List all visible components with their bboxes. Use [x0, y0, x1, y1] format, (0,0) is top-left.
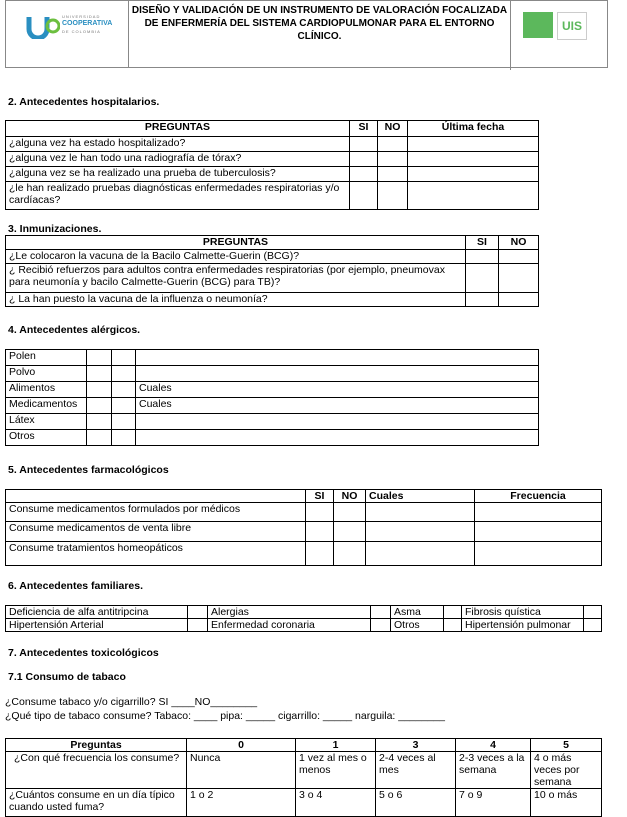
- allergy-table: [5, 349, 539, 446]
- hospital-history-table: PREGUNTAS SI NO Última fecha ¿alguna vez ha estado hospitalizado? ¿alguna vez le han todo una radiografía de tórax? ¿alguna vez se ha realizado una prueba de tuberculosis? ¿le han realizado pruebas diagnósticas enfermedades respiratorias y/o cardíacas?: [5, 120, 539, 210]
- date-cell[interactable]: [408, 152, 539, 167]
- tobacco-question[interactable]: ¿Consume tabaco y/o cigarrillo? SI ____NO________: [5, 696, 258, 708]
- si-cell[interactable]: [466, 250, 499, 264]
- si-cell[interactable]: [350, 152, 378, 167]
- table-row: Consume medicamentos de venta libre: [6, 522, 602, 542]
- table-row: ¿alguna vez se ha realizado una prueba de tuberculosis?: [6, 167, 539, 182]
- document-title: DISEÑO Y VALIDACIÓN DE UN INSTRUMENTO DE VALORACIÓN FOCALIZADA DE ENFERMERÍA DEL SISTEMA CARDIOPULMONAR PARA EL ENTORNO CLÍNICO.: [129, 1, 511, 70]
- si-cell[interactable]: [350, 182, 378, 210]
- section-title: 7. Antecedentes toxicológicos: [8, 647, 159, 659]
- subsection-title: 7.1 Consumo de tabaco: [8, 671, 126, 683]
- table-row: Consume tratamientos homeopáticos: [6, 542, 602, 566]
- table-row: Hipertensión Arterial Enfermedad coronaria Otros Hipertensión pulmonar: [6, 619, 602, 632]
- no-cell[interactable]: [378, 152, 408, 167]
- si-cell[interactable]: [350, 137, 378, 152]
- tobacco-type-question[interactable]: ¿Qué tipo de tabaco consume? Tabaco: ____ pipa: _____ cigarrillo: _____ narguila: ________: [5, 710, 445, 722]
- section-title: 4. Antecedentes alérgicos.: [8, 324, 141, 336]
- table-row: ¿ La han puesto la vacuna de la influenza o neumonía?: [6, 293, 539, 307]
- immunization-table: PREGUNTAS SI NO ¿Le colocaron la vacuna de la Bacilo Calmette-Guerin (BCG)? ¿ Recibió refuerzos para adultos contra enfermedades respiratorias (por ejemplo, pneumovax para neumonía y bacilo Calmette-Guerin (BCG) para TB)? ¿ La han puesto la vacuna de la influenza o neumonía?: [5, 235, 539, 307]
- table-row: Polen: [6, 350, 539, 366]
- no-cell[interactable]: [499, 250, 539, 264]
- table-row: ¿Cuántos consume en un día típico cuando usted fuma? 1 o 2 3 o 4 5 o 6 7 o 9 10 o más: [6, 789, 602, 817]
- no-cell[interactable]: [499, 293, 539, 307]
- pharmacological-table: SI NO Cuales Frecuencia Consume medicamentos formulados por médicos Consume medicamentos de venta libre Consume tratamientos homeopáticos: [5, 489, 602, 566]
- document-header: [5, 0, 608, 68]
- table-row: Alimentos Cuales: [6, 382, 539, 398]
- section-title: 2. Antecedentes hospitalarios.: [8, 96, 160, 108]
- date-cell[interactable]: [408, 182, 539, 210]
- table-row: ¿alguna vez le han todo una radiografía de tórax?: [6, 152, 539, 167]
- si-cell[interactable]: [350, 167, 378, 182]
- section-title: 3. Inmunizaciones.: [8, 223, 102, 235]
- tobacco-table: Preguntas 0 1 3 4 5 ¿Con qué frecuencia los consume? Nunca 1 vez al mes o menos 2-4 veces al mes 2-3 veces a la semana 4 o más veces por semana ¿Cuántos consume en un día típico cuando usted fuma? 1 o 2 3 o 4 5 o 6 7 o 9 10 o más: [5, 738, 602, 817]
- si-cell[interactable]: [466, 293, 499, 307]
- uis-logo: UIS: [511, 1, 607, 67]
- si-cell[interactable]: [466, 264, 499, 293]
- no-cell[interactable]: [378, 137, 408, 152]
- no-cell[interactable]: [378, 182, 408, 210]
- section-title: 6. Antecedentes familiares.: [8, 580, 144, 592]
- date-cell[interactable]: [408, 167, 539, 182]
- table-row: Látex: [6, 414, 539, 430]
- no-cell[interactable]: [499, 264, 539, 293]
- ucc-logo-mark: [26, 15, 60, 39]
- table-row: ¿alguna vez ha estado hospitalizado?: [6, 137, 539, 152]
- section-title: 5. Antecedentes farmacológicos: [8, 464, 169, 476]
- table-row: ¿ Recibió refuerzos para adultos contra enfermedades respiratorias (por ejemplo, pneumovax para neumonía y bacilo Calmette-Guerin (BCG) para TB)?: [6, 264, 539, 293]
- table-row: Polvo: [6, 366, 539, 382]
- no-cell[interactable]: [378, 167, 408, 182]
- table-row: ¿Con qué frecuencia los consume? Nunca 1 vez al mes o menos 2-4 veces al mes 2-3 veces a la semana 4 o más veces por semana: [6, 752, 602, 789]
- date-cell[interactable]: [408, 137, 539, 152]
- table-row: Consume medicamentos formulados por médicos: [6, 503, 602, 522]
- table-row: Otros: [6, 430, 539, 446]
- ucc-logo: UNIVERSIDAD COOPERATIVA DE COLOMBIA: [6, 1, 129, 67]
- table-row: ¿le han realizado pruebas diagnósticas enfermedades respiratorias y/o cardíacas?: [6, 182, 539, 210]
- family-history-table: [5, 605, 602, 632]
- table-row: Deficiencia de alfa antitripcina Alergias Asma Fibrosis quística: [6, 606, 602, 619]
- table-row: ¿Le colocaron la vacuna de la Bacilo Calmette-Guerin (BCG)?: [6, 250, 539, 264]
- table-row: Medicamentos Cuales: [6, 398, 539, 414]
